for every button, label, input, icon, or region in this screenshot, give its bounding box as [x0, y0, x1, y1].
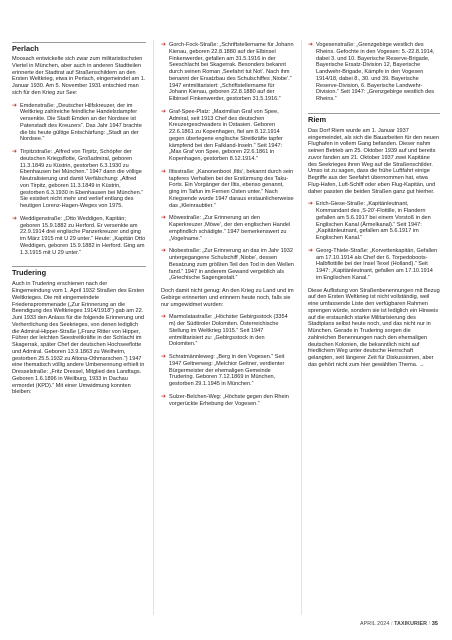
column-divider — [153, 40, 154, 615]
arrow-right-icon: ➜ — [161, 168, 167, 175]
list-item: ➜ Vogesenstraße: „Grenzgebirge westlich des Rheins. Gefochte in den Vogesen: 5.-22.8.1914, dabei 3. und 10. Bayerische Reserve-Brigade, Bayerische Ersatz-Division 12, Bayerische Landwehr-Brigade, Kämpfe in den Vogesen 1914/18, dabei 8., 30. und 39. Bayerische Reserve-Division, 6. Bayerische Landwehr-Division.“ Seit 1947: „Grenzgebirge westlich des Rheins.“ — [308, 42, 435, 102]
paragraph: Moosach entwickelte sich zwar zum militaristischsten Viertel in München, aber auch in anderen Stadtteilen erinnerte der Stadtrat auf Straßenschildern an den Ersten Weltkrieg, etwa in Perlach, eingemeindet am 1. Januar 1930. Am 5. November 1931 entschied man sich für den Krieg zur See: — [12, 56, 146, 96]
paragraph: Auch in Trudering erschienen nach der Eingemeindung vom 1. April 1932 Straßen des Ersten Weltkrieges. Die mit eingemeindete Friedensprommenade („Zur Erinnerung an die Beendigung des Weltkrieges 1914/1918“) gab am 22. Juni 1933 den Anlass für die folgende Erinnerung und Verherrlichung des Seekrieges, von denen lediglich die Admiral-Hipper-Straße („Franz Ritter von Hipper, Führer der leichten Seestreitkräfte in der Schlacht im Skagerrak, später Chef der deutschen Hochseeflotte und Admiral. Geboren 13.9.1863 zu Weilheim, gestorben 25.5.1932 zu Altona-Othmarschen.“) 1947 eine thematisch völlig andere Umbenennung erhielt in Dresselstraße: „Fritz Dressel, Mitglied des Landtags. Geboren 1.6.1896 in Weilburg, 1933 in Dachau ermordet (KPD).“ Mit einer Umwidmung konnten bleiben: — [12, 281, 145, 396]
list-item: ➜ Niobestraße: „Zur Erinnerung an das im Jahr 1932 untergegangene Schulschiff ‚Niobe‘, dessen Besatzung zum größten Teil den Tod in den Wellen fand.“ 1947 in anderem Gewand vergeblich als „Griechische Sagengestalt.“ — [161, 248, 294, 282]
page-footer: APRIL 2024 / TAXIKURIER / 35 — [360, 621, 438, 627]
arrow-right-icon: ➜ — [161, 354, 167, 360]
paragraph: Diese Auflistung von Straßenbenennungen mit Bezug auf den Ersten Weltkrieg ist nicht vollständig, weil eine umfassende Liste den verfügbaren Rahmen sprengen würde, sondern sie ist lediglich ein Hinweis auf die erstaunlich starke Militarisierung des Stadtplans selbst heute noch, und das nicht nur in München. Gerade in Trudering sorgen die zahlreichen Benennungen nach den ehemaligen deutschen Kolonien, die bekanntlich nicht auf friedlichem Weg unter deutsche Herrschaft gelangten, seit längerer Zeit für Diskussionen, aber das gehört nicht zum hier gewählten Thema. → — [308, 287, 440, 368]
issue-date: APRIL 2024 — [360, 621, 390, 627]
arrow-right-icon: ➜ — [161, 314, 167, 321]
column-2 — [161, 42, 294, 413]
arrow-right-icon: ➜ — [12, 149, 18, 155]
list-item: ➜ Tirpitzstraße: „Alfred von Tirpitz, Schöpfer der deutschen Kriegsflotte, Großadmiral, geboren 11.3.1849 zu Küstrin, gestorben 6.3.1930 zu Ebenhausen bei München.“ 1947 dann die völlige Neutralisierung und damit Verfälschung: „Alfred von Tirpitz, geboren 11.3.1849 in Küstrin, gestorben 6.3.1930 in Ebenhausen bei München.“ Sie existiert nicht mehr und verlief entlang des heutigen Lorenz-Hagen-Weges von 1975. — [12, 149, 144, 209]
arrow-right-icon: ➜ — [161, 393, 167, 400]
list-item: ➜ Marmolatastraße: „Höchster Gebirgsstock (3354 m) der Südtiroler Dolomiten. Österreichische Stellung im Weltkrieg 1915.“ Seit 1947 entmilitarisiert zu: „Gebirgsstock in den Dolomiten.“ — [161, 314, 288, 348]
column-1 — [12, 42, 146, 402]
column-divider — [301, 40, 302, 615]
page-number: 35 — [431, 621, 438, 627]
arrow-right-icon: ➜ — [161, 42, 167, 48]
magazine-name: TAXIKURIER — [394, 621, 428, 627]
column-3 — [308, 42, 440, 375]
paragraph: Doch damit nicht genug: An den Krieg zu Land und im Gebirge erinnerten und erinnern heute noch, falls sie nur umgewidmet wurden: — [161, 288, 294, 308]
list-item: ➜ Weddigenstraße: „Otto Weddigen, Kapitän; geboren 15.9.1882 zu Herford. Er versenkte am 22.9.1914 drei englische Panzerkreuzer und ging im März 1915 mit U 29 unter.“ Heute: „Kapitän Otto Weddigen, geboren 15.9.1882 in Herford. Ging am 1.3.1915 mit U 29 unter.“ — [12, 215, 146, 256]
list-item: ➜ Schratmännleweg: „Berg in den Vogesen.“ Seit 1947 Geltnerweg: „Melchior Geltner, verdienter Bürgermeister der ehemaligen Gemeinde Trudering. Geboren 7.12.1869 in München, gestorben 29.1.1945 in München.“ — [161, 354, 285, 387]
arrow-right-icon: ➜ — [161, 248, 167, 255]
arrow-right-icon: ➜ — [308, 247, 314, 254]
arrow-right-icon: ➜ — [161, 215, 167, 222]
section-heading-trudering: Trudering — [12, 266, 146, 277]
list-item: ➜ Sulzer-Belchen-Weg: „Höchste gegen den Rhein vorgerückte Erhebung der Vogesen.“ — [161, 393, 289, 407]
arrow-right-icon: ➜ — [308, 201, 314, 208]
arrow-right-icon: ➜ — [161, 108, 167, 115]
arrow-right-icon: ➜ — [308, 42, 314, 48]
list-item: ➜ Iltisstraße: „Kanonenboot ‚Iltis‘, bekannt durch sein tapferes Verhalten bei der Erstürmung des Taku-Forts. Ein Vorgänger der Iltis, ebenso genannt, ging im Taifun im Fernen Osten unter.“ Nach Kriegsende wurde 1947 daraus erstaunlicherweise das „Kleinraubtier.“ — [161, 168, 294, 209]
section-heading-perlach: Perlach — [12, 42, 146, 53]
list-item: ➜ Möwestraße: „Zur Erinnerung an den Kaperkreuzer ‚Möwe‘, der den englischen Handel empfindlich schädigte.“ 1947 bemerkenswert zu „Vogelname.“ — [161, 215, 291, 242]
list-item: ➜ Erich-Giese-Straße: „Kapitänleutnant, Kommandant des ‚S-20‘-Flottille, in Flandern gefallen am 5.6.1917 bei einem Vorstoß in den Englischen Kanal (Ärmelkanal).“ Seit 1947: „Kapitänleutnant, gefallen am 5.6.1917 im Englischen Kanal.“ — [308, 201, 431, 241]
list-item: ➜ Emdenstraße: „Deutscher Hilfskreuzer, der im Weltkrieg zahlreiche feindliche Handelsdampfer versenkte. Die Stadt Emden an der Nordsee ist Patenstadt des Kreuzers“. Das Jahr 1947 brachte die bis heute gültige Entschärfung: „Stadt an der Nordsee.“ — [12, 102, 142, 143]
list-item: ➜ Georg-Thiele-Straße: „Korvettenkapitän, Gefallen am 17.10.1914 als Chef der 6. Torpedoboots-Halbflottille bei der Insel Texel (Holland).“ Seit 1947: „Kapitänleutnant, gefallen am 17.10.1914 im Englischen Kanal.“ — [308, 247, 438, 281]
arrow-right-icon: ➜ — [12, 215, 18, 222]
arrow-right-icon: ➜ — [12, 102, 18, 109]
list-item: ➜ Graf-Spee-Platz: „Maximilian Graf von Spee, Admiral, seit 1913 Chef des deutschen Kreuzergeschwaders in Ostasien. Geboren 22.6.1861 zu Kopenhagen, fiel am 8.12.1914 gegen überlegene englische Streitkräfte tapfer kämpfend bei den Falkland-Inseln.“ Seit 1947: „Max Graf von Spee, geboren 22.6.1861 in Kopenhagen, gestorben 8.12.1914.“ — [161, 108, 283, 162]
list-item: ➜ Gorch-Fock-Straße: „Schriftstellername für Johann Kienau, geboren 22.8.1880 auf der Elbinsel Finkenwerder, gefallen am 31.5.1916 in der Seeschlacht bei Skagerrak. Besonders bekannt durch seinen Roman ‚Seefahrt tut Not‘. Nach ihm benannt der Ersatzbau des Schulschiffes ‚Niobe‘.“ 1947 entmilitarisiert: „Schriftstellername für Johann Kienau, geboren 22.8.1880 auf der Elbinsel Finkenwerder, gestorben 31.5.1916.“ — [161, 42, 294, 102]
paragraph: Das Dorf Riem wurde am 1. Januar 1937 eingemeindet, als sich die Bauarbeiten für den neuen Flughafen in vollem Gang befanden. Dieser nahm seinen Betrieb am 25. Oktober 1939 auf und bereits zuvor fanden am 21. Oktober 1937 zwei Kapitäne des Seekrieges ihren Weg auf die Straßenschilder. Umso ist zu sagen, dass die frühe Luftfahrt einige Begriffe aus der Seefahrt übernommen hat, etwa Flug-Hafen, Luft-Schiff oder eben Flug-Kapitän, und daher passten die beiden Straßen ganz gut hierher. — [308, 127, 440, 195]
section-heading-riem: Riem — [308, 113, 440, 124]
